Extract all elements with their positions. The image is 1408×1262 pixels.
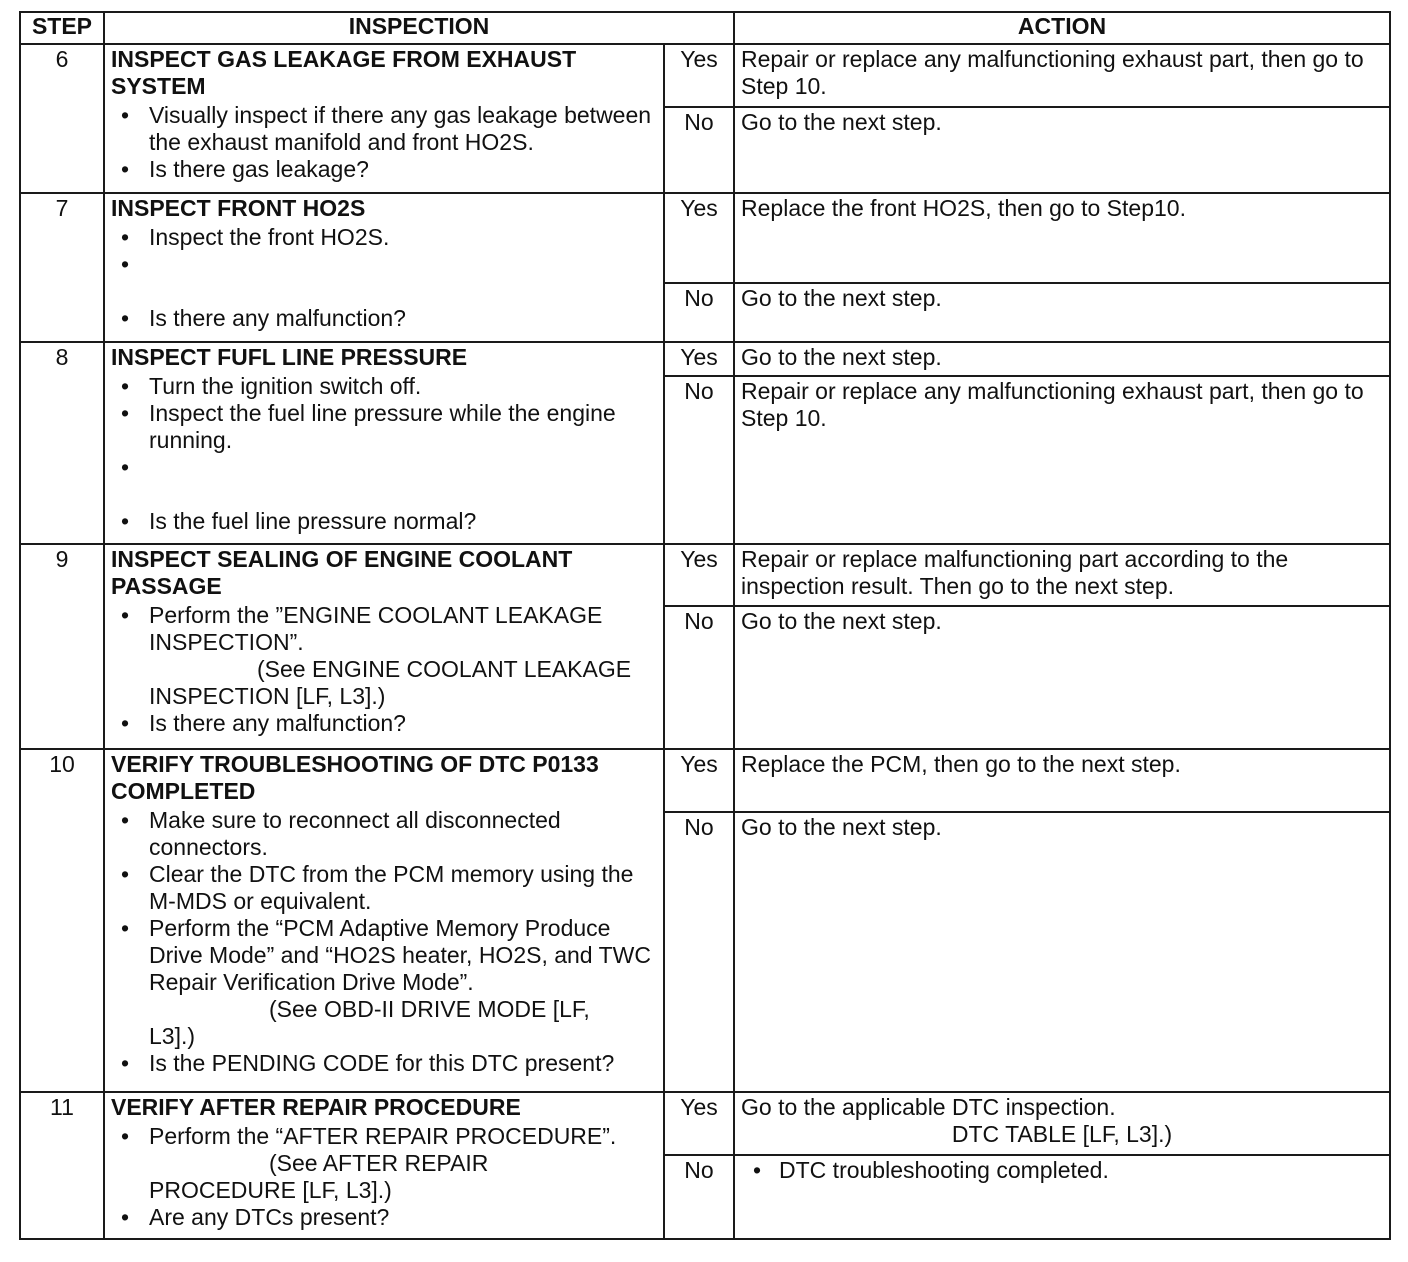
- no-action-cell: [734, 1155, 1390, 1239]
- yes-action: Repair or replace malfunctioning part according to the inspection result. Then go to the next step.: [734, 544, 1390, 606]
- step-title: INSPECT FRONT HO2S: [111, 195, 366, 221]
- yes-label: Yes: [664, 749, 734, 812]
- no-label: No: [664, 1155, 734, 1239]
- yes-label: Yes: [664, 342, 734, 376]
- step-7-yes-row: [20, 193, 1390, 283]
- step-number: 8: [20, 342, 104, 544]
- step-10-yes-row: [20, 749, 1390, 812]
- action-header: ACTION: [734, 12, 1390, 44]
- reference-see: (See ENGINE COOLANT LEAKAGE: [257, 656, 632, 682]
- step-title: INSPECT SEALING OF ENGINE COOLANT PASSAGE: [111, 546, 573, 599]
- yes-action-reference: DTC TABLE [LF, L3].): [951, 1121, 1173, 1147]
- inspection-item: • Is the PENDING CODE for this DTC present?: [149, 1050, 657, 1077]
- step-9-inspection: [104, 544, 664, 749]
- step-title: INSPECT GAS LEAKAGE FROM EXHAUST SYSTEM: [111, 46, 577, 99]
- inspection-item: • Is the fuel line pressure normal?: [149, 508, 657, 535]
- step-10-inspection: [104, 749, 664, 1092]
- step-number: 9: [20, 544, 104, 749]
- inspection-item: • Inspect the front HO2S.: [149, 224, 657, 251]
- reference-rest: PROCEDURE [LF, L3].): [149, 1177, 392, 1203]
- no-action: Repair or replace any malfunctioning exhaust part, then go to Step 10.: [734, 376, 1390, 544]
- inspection-item: • Is there any malfunction?: [149, 710, 657, 737]
- no-label: No: [664, 812, 734, 1092]
- no-label: No: [664, 376, 734, 544]
- yes-action: Go to the applicable DTC inspection.: [741, 1094, 1116, 1120]
- inspection-item-text: Perform the ”ENGINE COOLANT LEAKAGE INSPECTION”.: [149, 602, 603, 655]
- reference-see: (See AFTER REPAIR: [269, 1150, 489, 1176]
- step-7-inspection: [104, 193, 664, 342]
- inspection-item: [149, 915, 657, 1050]
- inspection-item: • Visually inspect if there any gas leakage between the exhaust manifold and front HO2S.: [149, 102, 657, 156]
- yes-action: Replace the front HO2S, then go to Step10.: [734, 193, 1390, 283]
- step-11-inspection: [104, 1092, 664, 1239]
- header-row: [20, 12, 1390, 44]
- inspection-item: [149, 1123, 657, 1204]
- inspection-item: • Is there any malfunction?: [149, 305, 657, 332]
- inspection-header: INSPECTION: [104, 12, 734, 44]
- step-8-yes-row: [20, 342, 1390, 376]
- yes-action-cell: [734, 1092, 1390, 1155]
- inspection-item: • Are any DTCs present?: [149, 1204, 657, 1231]
- reference-see: (See OBD-II DRIVE MODE [LF,: [269, 996, 590, 1022]
- step-title: VERIFY AFTER REPAIR PROCEDURE: [111, 1094, 521, 1120]
- no-action: • DTC troubleshooting completed.: [779, 1157, 1383, 1184]
- reference-rest: INSPECTION [LF, L3].): [149, 683, 386, 709]
- inspection-item: • Clear the DTC from the PCM memory using the M-MDS or equivalent.: [149, 861, 657, 915]
- no-action: Go to the next step.: [734, 812, 1390, 1092]
- step-number: 6: [20, 44, 104, 193]
- inspection-item: • Make sure to reconnect all disconnected connectors.: [149, 807, 657, 861]
- step-number: 11: [20, 1092, 104, 1239]
- no-label: No: [664, 606, 734, 749]
- yes-action: Repair or replace any malfunctioning exhaust part, then go to Step 10.: [734, 44, 1390, 107]
- step-number: 10: [20, 749, 104, 1092]
- yes-label: Yes: [664, 193, 734, 283]
- no-label: No: [664, 283, 734, 342]
- yes-action: Go to the next step.: [734, 342, 1390, 376]
- step-8-inspection: [104, 342, 664, 544]
- yes-label: Yes: [664, 1092, 734, 1155]
- inspection-item: [149, 602, 657, 710]
- dtc-troubleshooting-table: [19, 11, 1391, 1240]
- inspection-item: • Inspect the fuel line pressure while the engine running.: [149, 400, 657, 454]
- no-action: Go to the next step.: [734, 606, 1390, 749]
- reference-rest: L3].): [149, 1023, 196, 1049]
- yes-label: Yes: [664, 44, 734, 107]
- no-label: No: [664, 107, 734, 193]
- step-header: STEP: [20, 12, 104, 44]
- step-6-inspection: [104, 44, 664, 193]
- step-title: VERIFY TROUBLESHOOTING OF DTC P0133 COMPLETED: [111, 751, 599, 804]
- yes-label: Yes: [664, 544, 734, 606]
- inspection-item-text: Perform the “AFTER REPAIR PROCEDURE”.: [149, 1123, 617, 1149]
- yes-action: Replace the PCM, then go to the next step.: [734, 749, 1390, 812]
- step-9-yes-row: [20, 544, 1390, 606]
- inspection-item: • Is there gas leakage?: [149, 156, 657, 183]
- step-title: INSPECT FUFL LINE PRESSURE: [111, 344, 468, 370]
- step-number: 7: [20, 193, 104, 342]
- inspection-item: • Turn the ignition switch off.: [149, 373, 657, 400]
- spacer: [149, 454, 657, 508]
- inspection-item-text: Perform the “PCM Adaptive Memory Produce Drive Mode” and “HO2S heater, HO2S, and TWC Repair Verification Drive Mode”.: [149, 915, 651, 995]
- step-11-yes-row: [20, 1092, 1390, 1155]
- no-action: Go to the next step.: [734, 107, 1390, 193]
- step-6-yes-row: [20, 44, 1390, 107]
- no-action: Go to the next step.: [734, 283, 1390, 342]
- spacer: [149, 251, 657, 305]
